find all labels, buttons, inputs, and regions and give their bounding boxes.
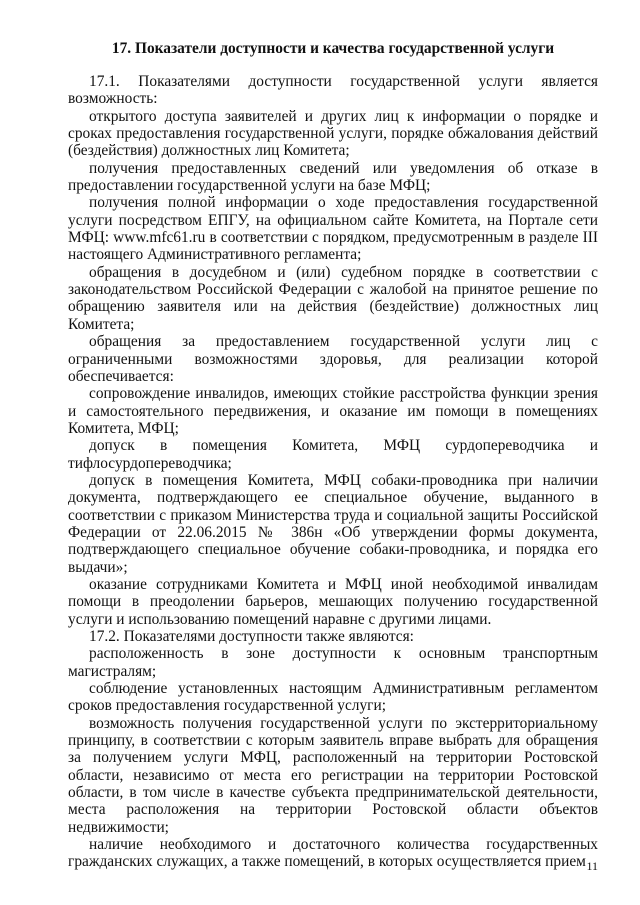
paragraph-17-1-intro: 17.1. Показателями доступности государственной услуги является возможность: bbox=[68, 73, 598, 108]
paragraph-disabled-access: обращения за предоставлением государственной услуги лиц с ограниченными возможностями здоровья, для реализации которой обеспечивается: bbox=[68, 333, 598, 385]
paragraph-staff-assistance: оказание сотрудниками Комитета и МФЦ иной необходимой инвалидам помощи в преодолении барьеров, мешающих получению государственной услуги и использованию помещений наравне с другими лицами. bbox=[68, 575, 598, 628]
paragraph-mfc-notification: получения предоставленных сведений или уведомления об отказе в предоставлении государственной услуги на базе МФЦ; bbox=[68, 159, 598, 195]
paragraph-extraterritorial: возможность получения государственной услуги по экстерриториальному принципу, в соответствии с которым заявитель вправе выбрать для обращения за получением услуги МФЦ, расположенный на территории Ростовской области, независимо от места его регистрации на территории Ростовской области, в том числе в качестве субъекта предпринимательской деятельности, места расположения на территории Ростовской области объектов недвижимости; bbox=[68, 714, 598, 836]
paragraph-staffing: наличие необходимого и достаточного количества государственных гражданских служащих, а также помещений, в которых осуществляется прием bbox=[68, 836, 598, 871]
paragraph-sign-interpreter: допуск в помещения Комитета, МФЦ сурдопереводчика и тифлосурдопереводчика; bbox=[68, 437, 598, 472]
section-heading: 17. Показатели доступности и качества государственной услуги bbox=[111, 40, 555, 57]
paragraph-escort: сопровождение инвалидов, имеющих стойкие расстройства функции зрения и самостоятельного передвижения, и оказание им помощи в помещениях Комитета, МФЦ; bbox=[68, 385, 598, 437]
paragraph-17-2-intro: 17.2. Показателями доступности также являются: bbox=[89, 628, 414, 645]
paragraph-appeal: обращения в досудебном и (или) судебном порядке в соответствии с законодательством Российской Федерации с жалобой на принятое решение по обращению заявителя или на действия (бездействие) должностных лиц Комитета; bbox=[68, 263, 598, 333]
paragraph-open-access: открытого доступа заявителей и других лиц к информации о порядке и сроках предоставления государственной услуги, порядке обжалования действий (бездействия) должностных лиц Комитета; bbox=[68, 107, 598, 160]
document-body bbox=[68, 73, 598, 871]
paragraph-progress-info: получения полной информации о ходе предоставления государственной услуги посредством ЕПГУ, на официальном сайте Комитета, на Портале сети МФЦ: www.mfc61.ru в соответствии с порядком, предусмотренным в разделе III настоящего Административного регламента; bbox=[68, 194, 598, 264]
paragraph-transport: расположенность в зоне доступности к основным транспортным магистралям; bbox=[68, 645, 598, 680]
paragraph-guide-dog: допуск в помещения Комитета, МФЦ собаки-проводника при наличии документа, подтверждающего ее специальное обучение, выданного в соответствии с приказом Министерства труда и социальной защиты Российской Федерации от 22.06.2015 № 386н «Об утверждении формы документа, подтверждающего специальное обучение собаки-проводника, и порядка его выдачи»; bbox=[68, 471, 598, 576]
paragraph-deadlines: соблюдение установленных настоящим Административным регламентом сроков предоставления государственной услуги; bbox=[68, 680, 598, 715]
page-number: 11 bbox=[586, 859, 598, 873]
